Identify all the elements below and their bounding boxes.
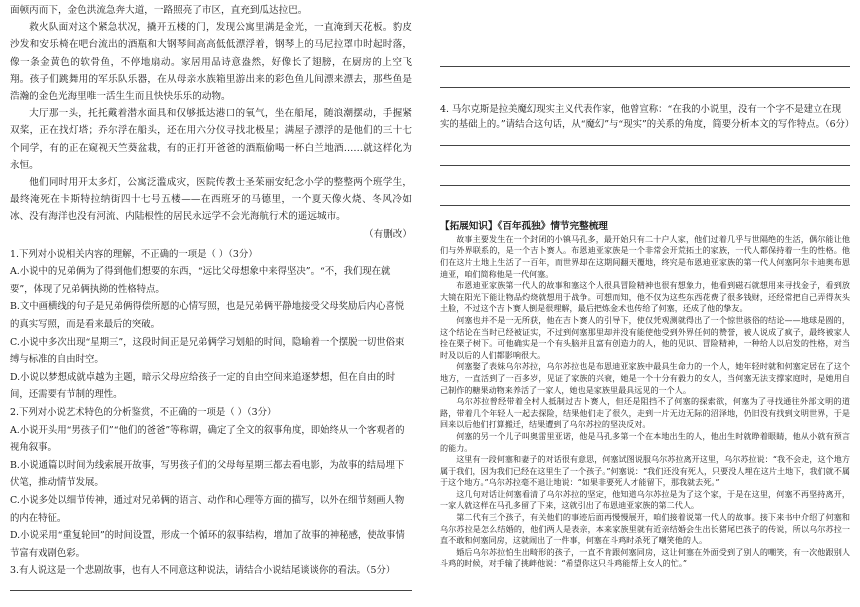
answer-line[interactable] — [440, 66, 850, 67]
option-b: B.文中画横线的句子是兄弟俩得偿所愿的心情写照，也是兄弟俩平静地接受父母奖励后内心喜悦的真实写照，而是看来最后的突破。 — [10, 301, 405, 331]
extension-title: 【拓展知识】《百年孤独》情节完整梳理 — [440, 220, 608, 232]
extension-paragraph: 乌尔苏拉曾经带着全村人抵制过吉卜赛人，但还是阻挡不了何塞的探索欲，何塞为了寻找通往外部文明的道路，带着几个年轻人一起去探险，结果他们走了很久，走到一片无边无际的沼泽地，仍旧没有找到文明世界，于是回来以后他们打算搬迁，结果遭到了乌尔苏拉的坚决反对。 — [440, 396, 850, 430]
story-paragraph: 救火队面对这个紧急状况，撬开五楼的门，发现公寓里满是金光，一直淹到天花板。豹皮沙发和安乐椅在吧台流出的酒瓶和大钢琴间高高低低漂浮着，钢琴上的马尼拉罩巾时起时落，像一条金黄色的软骨鱼，不停地扇动。家居用品诗意盎然，好像长了翅膀，在厨房的上空飞翔。孩子们跳舞用的军乐队乐器，在从母亲水族箱里游出来的彩色鱼儿间漂来漂去，那些鱼是浩瀚的金色光海里唯一活生生而且快快乐乐的动物。 — [10, 22, 412, 103]
extension-paragraph: 何塞的另一个儿子叫奥雷里亚诺，他是马孔多第一个在本地出生的人，他出生时就睁着眼睛，他从小就有预言的能力。 — [440, 430, 850, 453]
option-d: D.小说采用“重复轮回”的时间设置，形成一个循环的叙事结构，增加了故事的神秘感，使故事情节富有戏剧色彩。 — [10, 530, 405, 559]
question-stem: 1.下列对小说相关内容的理解，不正确的一项是（ ）（3分） — [10, 248, 258, 260]
question-stem: 3.有人说这是一个悲剧故事，也有人不同意这种说法，请结合小说结尾谈谈你的看法。（5分） — [10, 565, 396, 577]
question-4 — [440, 102, 855, 206]
extension-paragraph: 布恩迪亚家族第一代人的故事和塞这个人很具冒险精神也很有想象力，他看到磁石就想用来寻找金子，看到放大镜在阳光下能让物品灼烧就想用于战争。可想而知，他不仅为这些东西花费了很多钱财，还经常把自己弄得灰头土脸，不过这个吉卜赛人倒是很理解，最后把炼金术也传给了何塞，还成了他的挚友。 — [440, 280, 850, 314]
extension-section — [440, 220, 850, 570]
question-stem: 4. 马尔克斯是拉美魔幻现实主义代表作家，他曾宣称：“在我的小说里，没有一个字不是建立在现实的基础上的。”请结合这句话，从“魔幻”与“现实”的关系的角度，简要分析本文的写作特点。（6分） — [440, 104, 855, 131]
option-d: D.小说以梦想成就卓越为主题，暗示父母应给孩子一定的自由空间来追逐梦想，但在自由的时间，还需要有节制的理性。 — [10, 371, 396, 401]
question-1 — [10, 246, 412, 404]
question-stem: 2.下列对小说艺术特色的分析鉴赏，不正确的一项是（ ）（3分） — [10, 406, 277, 418]
answer-line[interactable] — [440, 205, 850, 206]
question-2 — [10, 404, 412, 562]
extension-paragraph: 何塞娶了表妹乌尔苏拉，乌尔苏拉也是布恩迪亚家族中最具生命力的一个人，她年轻时就和何塞定居在了这个地方，一直活到了一百多岁，见证了家族的兴衰，她是一个十分有毅力的女人，当何塞无法支撑家庭时，是她用自己制作的糖果动物来养活了一家人，她也是家族里最具远见的一个人。 — [440, 361, 850, 395]
story-paragraph: 面顿丙而下，金色洪流急奔大道，一路照亮了市区，直充到瓜达拉巴。 — [10, 5, 308, 16]
answer-line[interactable] — [440, 87, 850, 88]
story-paragraph: 大厅那一头，托托戴着潜水面具和仅够抵达港口的氧气，坐在船尾，随浪潮摆动，手握紧双桨，正在找灯塔；乔尔浮在船头，还在用六分仪寻找北极星；满屋子漂浮的是他们的三十七个同学，有的正在窥视天竺葵盆栽，有的正打开爸爸的酒瓶偷喝一杯白兰地酒……就这样化为永恒。 — [10, 108, 412, 171]
option-c: C.小说中多次出现“星期三”，这段时间正是兄弟俩学习划船的时间，隐喻着一个摆脱一切世俗束缚与标准的自由时空。 — [10, 336, 405, 366]
answer-line[interactable] — [440, 145, 850, 146]
answer-line[interactable] — [440, 165, 850, 166]
extension-paragraph: 婚后乌尔苏拉怕生出畸形的孩子，一直不肯跟何塞同房，这让何塞在外面受到了别人的嘲笑，有一次他跟别人斗鸡的时候，对手输了挑衅他说：“希望你这只斗鸡能帮上女人的忙。” — [440, 546, 850, 569]
option-a: A.小说开头用“男孩子们”“他们的爸爸”等称谓，确定了全文的叙事角度，即始终从一个客观者的视角叙事。 — [10, 424, 405, 454]
option-c: C.小说多处以细节传神，通过对兄弟俩的语言、动作和心理等方面的描写，以外在细节刻画人物的内在特征。 — [10, 494, 405, 524]
extension-paragraph: 这几句对话让何塞看清了乌尔苏拉的坚定，他知道乌尔苏拉是为了这个家，于是在这里，何塞不再坚持离开，一家人就这样在马孔多留了下来，这就引出了布恩迪亚家族的第二代人。 — [440, 488, 850, 511]
option-b: B.小说通篇以时间为线索展开故事，写男孩子们的父母每星期三都去看电影，为故事的结局埋下伏笔，推动情节发展。 — [10, 459, 405, 489]
extension-paragraph: 故事主要发生在一个封闭的小镇马孔多，最开始只有二十户人家，他们过着几乎与世隔绝的生活，偶尔能让他们与外界联系的，是一个吉卜赛人。布恩迪亚家族是一个非常会开荒拓土的家族，一代人都保持着一生的性格。他们在这片土地上生活了一百年，而世界却在这期间翻天覆地，终究是布恩迪亚家族的第一代人何塞阿尔卡迪奥布恩迪亚，咱们简称他是一代何塞。 — [440, 233, 850, 279]
story-paragraph: 他们同时用开太多灯，公寓泛滥成灾，医院传教士圣茱丽安纪念小学的整整两个班学生，最终淹死在卡斯特拉纳街四十七号五楼——在西班牙的马德里，一个夏天像火烧、冬风冷如冰、没有海洋也没有河流、内陆根性的居民永远学不会光海航行术的遥远城市。 — [10, 177, 412, 223]
answer-line[interactable] — [440, 185, 850, 186]
answer-line[interactable] — [10, 590, 412, 591]
source-note: （有删改） — [364, 228, 412, 240]
extension-paragraph: 这里有一段何塞和妻子的对话很有意思，何塞试图说服乌尔苏拉离开这里，乌尔苏拉说：“我不会走，这个地方属于我们，因为我们已经在这里生了一个孩子。”何塞说：“我们还没有死人，只要没人埋在这片土地下，我们就不属于这个地方。”乌尔苏拉毫不退让地说：“如果非要死人才能留下，那我就去死。” — [440, 454, 850, 488]
right-column — [440, 0, 855, 570]
question-3 — [10, 562, 412, 591]
answer-lines-q3 — [440, 0, 850, 88]
extension-paragraph: 何塞也并不是一无所获，他在吉卜赛人的引导下，使仅凭观测就得出了一个惊世骇俗的结论——地球是圆的，这个结论在当时已经被证实，不过到何塞那里却并没有能使他受到外界任何的赞誉，被人说成了疯子，最终被家人拴在栗子树下。可他确实是一个有头脑并且富有创造力的人，他的见识、冒险精神，一种给人以启发的性格，对当时及以后的人们都影响很大。 — [440, 314, 850, 360]
option-a: A.小说中的兄弟俩为了得到他们想要的东西，“远比父母想象中来得坚决”。“不，我们现在就要”，体现了兄弟俩执拗的性格特点。 — [10, 266, 391, 295]
left-column — [10, 0, 412, 591]
extension-paragraph: 第二代有三个孩子，有关他们的事迹后面再慢慢展开，咱们接着说第一代人的故事。接下来书中介绍了何塞和乌尔苏拉是怎么结婚的，他们两人是表亲，本来家族里就有近亲结婚会生出长猪尾巴孩子的传说，所以乌尔苏拉一直不敢和何塞同房，这就闹出了一件事，何塞在斗鸡时杀死了嘲笑他的人。 — [440, 512, 850, 546]
